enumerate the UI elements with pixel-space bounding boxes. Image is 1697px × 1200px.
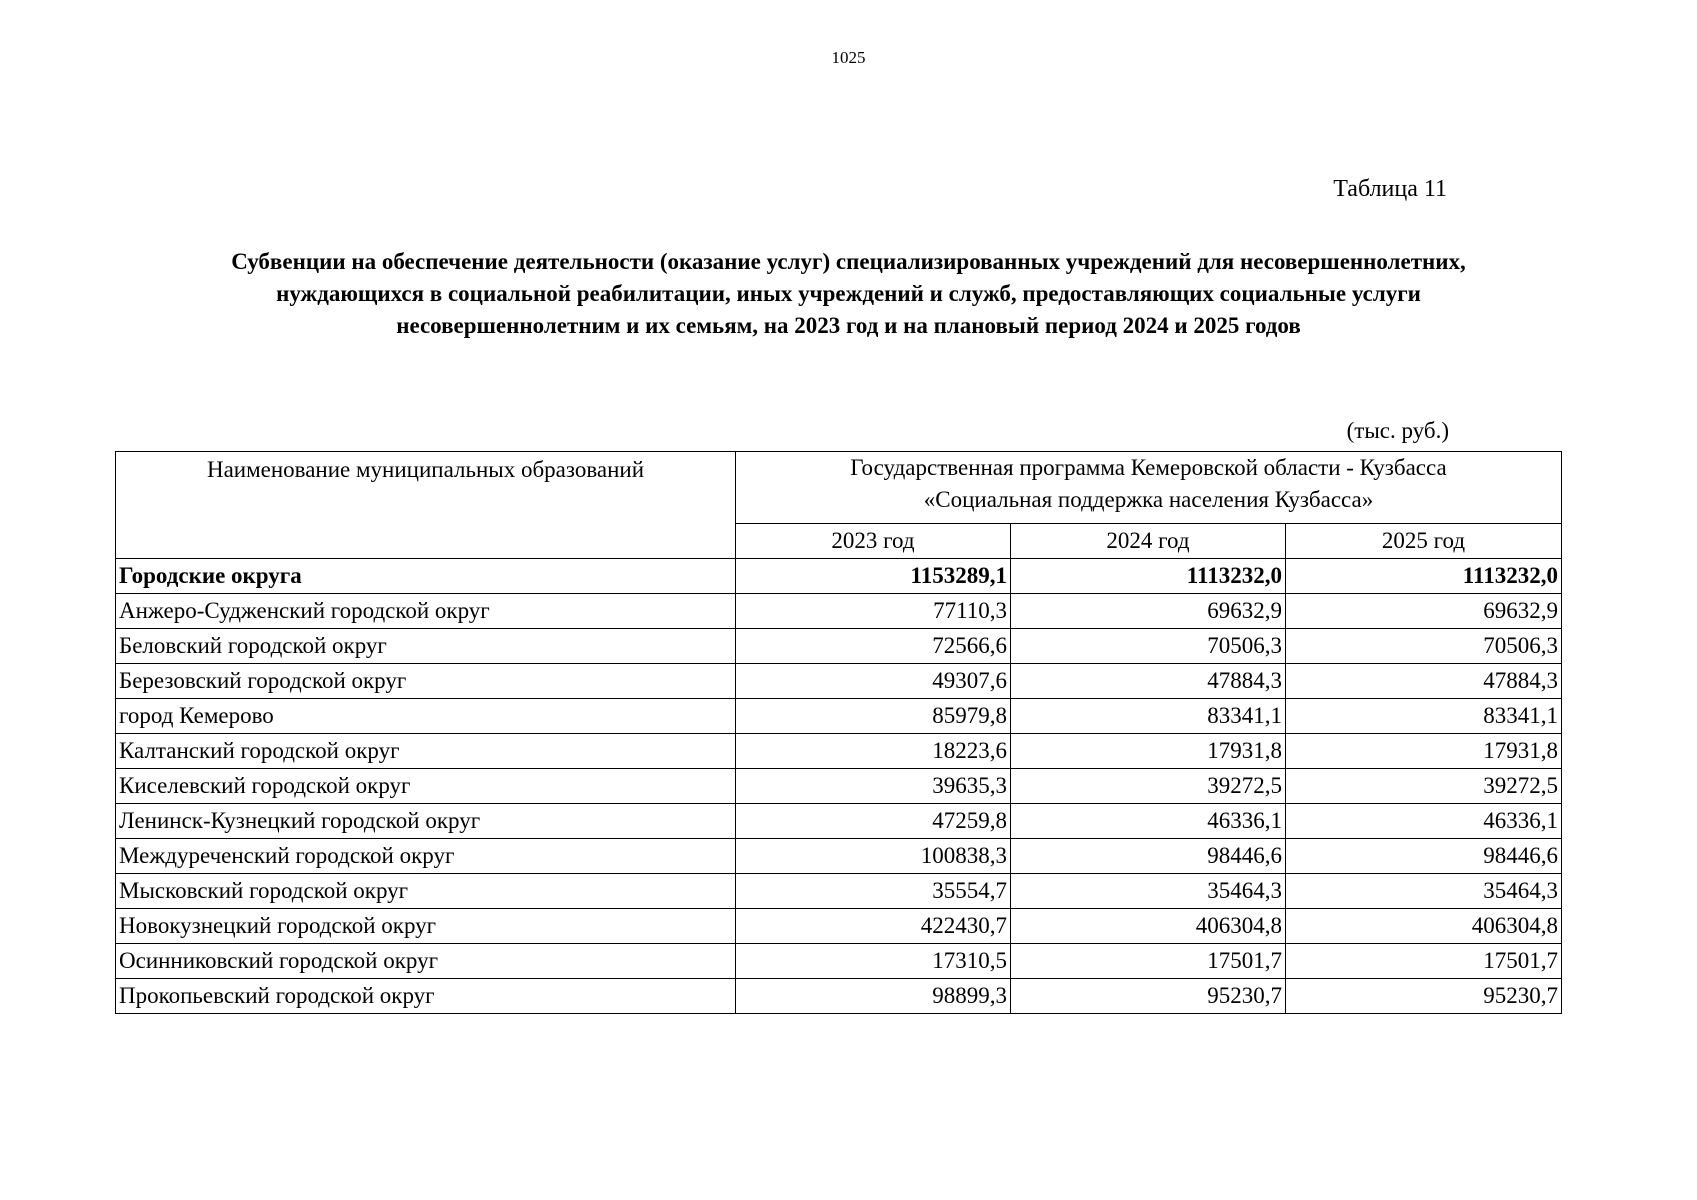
year-header-2025: 2025 год xyxy=(1286,524,1562,559)
value-2024: 98446,6 xyxy=(1011,839,1286,874)
table-row xyxy=(116,594,1562,629)
municipality-name: Беловский городской округ xyxy=(116,629,736,664)
value-2023: 47259,8 xyxy=(736,804,1011,839)
value-2024: 17501,7 xyxy=(1011,944,1286,979)
value-2025: 83341,1 xyxy=(1286,699,1562,734)
value-2023: 49307,6 xyxy=(736,664,1011,699)
table-row xyxy=(116,804,1562,839)
value-2025: 95230,7 xyxy=(1286,979,1562,1014)
table-row xyxy=(116,874,1562,909)
value-2023: 17310,5 xyxy=(736,944,1011,979)
value-2024: 47884,3 xyxy=(1011,664,1286,699)
value-2023: 18223,6 xyxy=(736,734,1011,769)
value-2025: 35464,3 xyxy=(1286,874,1562,909)
table-row xyxy=(116,629,1562,664)
document-title xyxy=(100,246,1597,342)
table-body xyxy=(116,559,1562,1014)
subventions-table xyxy=(115,451,1562,1014)
value-2024: 70506,3 xyxy=(1011,629,1286,664)
value-2023: 72566,6 xyxy=(736,629,1011,664)
municipality-name: Березовский городской округ xyxy=(116,664,736,699)
value-2023: 1153289,1 xyxy=(736,559,1011,594)
table-caption: Таблица 11 xyxy=(1333,176,1447,202)
value-2023: 98899,3 xyxy=(736,979,1011,1014)
year-header-2024: 2024 год xyxy=(1011,524,1286,559)
value-2025: 98446,6 xyxy=(1286,839,1562,874)
value-2025: 17501,7 xyxy=(1286,944,1562,979)
municipality-column-header: Наименование муниципальных образований xyxy=(116,452,736,559)
table-row xyxy=(116,664,1562,699)
table-row xyxy=(116,839,1562,874)
year-header-2023: 2023 год xyxy=(736,524,1011,559)
value-2024: 95230,7 xyxy=(1011,979,1286,1014)
page-number: 1025 xyxy=(831,48,866,67)
table-row xyxy=(116,769,1562,804)
municipality-name: Ленинск-Кузнецкий городской округ xyxy=(116,804,736,839)
program-header-line: «Социальная поддержка населения Кузбасса» xyxy=(923,487,1374,512)
title-line: нуждающихся в социальной реабилитации, иных учреждений и служб, предоставляющих социальные услуги xyxy=(276,281,1421,306)
municipality-name: Осинниковский городской округ xyxy=(116,944,736,979)
municipality-name: Новокузнецкий городской округ xyxy=(116,909,736,944)
municipality-name: Калтанский городской округ xyxy=(116,734,736,769)
value-2025: 70506,3 xyxy=(1286,629,1562,664)
units-label: (тыс. руб.) xyxy=(1346,418,1449,443)
value-2023: 100838,3 xyxy=(736,839,1011,874)
table-row xyxy=(116,944,1562,979)
value-2024: 83341,1 xyxy=(1011,699,1286,734)
table-row xyxy=(116,979,1562,1014)
municipality-name: Киселевский городской округ xyxy=(116,769,736,804)
value-2023: 85979,8 xyxy=(736,699,1011,734)
municipality-name: город Кемерово xyxy=(116,699,736,734)
table-row xyxy=(116,734,1562,769)
table-row xyxy=(116,909,1562,944)
value-2025: 1113232,0 xyxy=(1286,559,1562,594)
value-2025: 46336,1 xyxy=(1286,804,1562,839)
municipality-name: Междуреченский городской округ xyxy=(116,839,736,874)
value-2023: 39635,3 xyxy=(736,769,1011,804)
municipality-name: Анжеро-Судженский городской округ xyxy=(116,594,736,629)
title-line: несовершеннолетним и их семьям, на 2023 год и на плановый период 2024 и 2025 годов xyxy=(396,313,1301,338)
value-2023: 35554,7 xyxy=(736,874,1011,909)
program-header xyxy=(736,452,1562,524)
municipality-name: Прокопьевский городской округ xyxy=(116,979,736,1014)
program-header-line: Государственная программа Кемеровской области - Кузбасса xyxy=(850,455,1447,480)
value-2025: 69632,9 xyxy=(1286,594,1562,629)
value-2024: 1113232,0 xyxy=(1011,559,1286,594)
title-line: Субвенции на обеспечение деятельности (оказание услуг) специализированных учреждений для несовершеннолетних, xyxy=(231,249,1466,274)
value-2024: 406304,8 xyxy=(1011,909,1286,944)
value-2025: 47884,3 xyxy=(1286,664,1562,699)
value-2024: 17931,8 xyxy=(1011,734,1286,769)
value-2024: 46336,1 xyxy=(1011,804,1286,839)
value-2025: 406304,8 xyxy=(1286,909,1562,944)
table-row xyxy=(116,699,1562,734)
value-2023: 77110,3 xyxy=(736,594,1011,629)
value-2025: 17931,8 xyxy=(1286,734,1562,769)
municipality-name: Городские округа xyxy=(116,559,736,594)
municipality-name: Мысковский городской округ xyxy=(116,874,736,909)
value-2025: 39272,5 xyxy=(1286,769,1562,804)
value-2023: 422430,7 xyxy=(736,909,1011,944)
value-2024: 69632,9 xyxy=(1011,594,1286,629)
value-2024: 39272,5 xyxy=(1011,769,1286,804)
value-2024: 35464,3 xyxy=(1011,874,1286,909)
table-row-total xyxy=(116,559,1562,594)
